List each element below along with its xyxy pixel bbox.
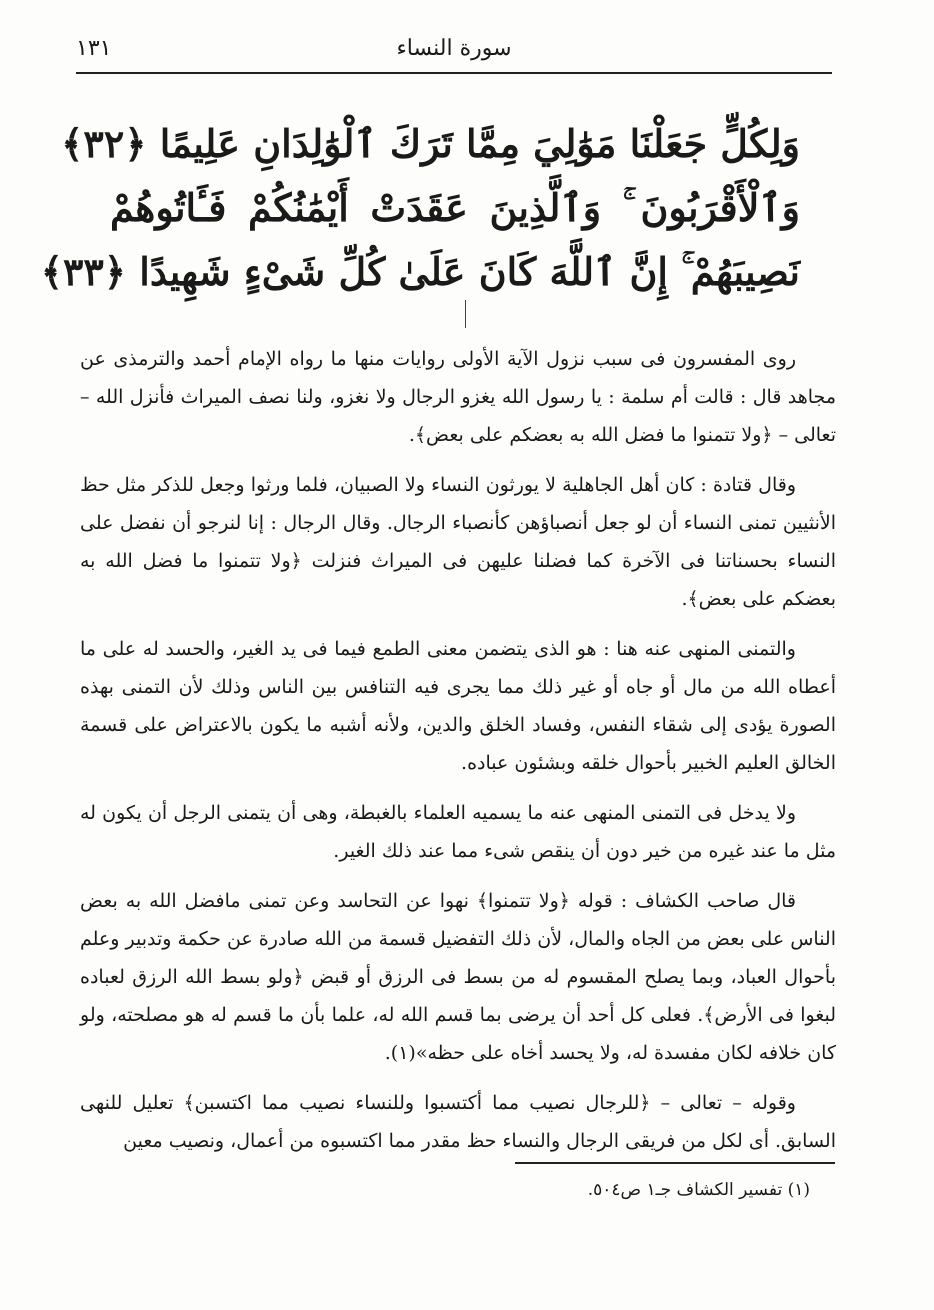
quran-line: وَٱلْأَقْرَبُونَ ۚ وَٱلَّذِينَ عَقَدَتْ أَيْمَٰنُكُمْ فَـَٔاتُوهُمْ <box>110 185 800 230</box>
paragraph: ولا يدخل فى التمنى المنهى عنه ما يسميه العلماء بالغبطة، وهى أن يتمنى الرجل أن يكون له مثل ما عند غيره من خير دون أن ينقص شىء مما عند ذلك الغير. <box>80 802 836 862</box>
quran-line: نَصِيبَهُمْ ۚ إِنَّ ٱللَّهَ كَانَ عَلَىٰ كُلِّ شَىْءٍ شَهِيدًا ﴿٣٣﴾ <box>40 249 800 294</box>
page-number: ١٣١ <box>76 36 112 61</box>
running-title: سورة النساء <box>396 36 512 61</box>
page-header <box>76 30 832 74</box>
verse-separator <box>465 300 466 328</box>
quran-verse-block <box>40 112 800 322</box>
footnote-divider <box>515 1162 835 1164</box>
paragraph: روى المفسرون فى سبب نزول الآية الأولى روايات منها ما رواه الإمام أحمد والترمذى عن مجاهد قال : قالت أم سلمة : يا رسول الله يغزو الرجال ولا نغزو، ولنا نصف الميراث فأنزل الله – تعالى – ﴿ولا تتمنوا ما فضل الله به بعضكم على بعض﴾. <box>80 348 836 446</box>
commentary-body <box>80 340 836 1172</box>
paragraph: وقال قتادة : كان أهل الجاهلية لا يورثون النساء ولا الصبيان، فلما ورثوا وجعل للذكر مثل حظ الأنثيين تمنى النساء أن لو جعل أنصباؤهن كأنصباء الرجال. وقال الرجال : إنا لنرجو أن نفضل على النساء بحسناتنا فى الآخرة كما فضلنا عليهن فى الميراث فنزلت ﴿ولا تتمنوا ما فضل الله به بعضكم على بعض﴾. <box>80 474 836 610</box>
paragraph: قال صاحب الكشاف : قوله ﴿ولا تتمنوا﴾ نهوا عن التحاسد وعن تمنى مافضل الله به بعض الناس على بعض من الجاه والمال، لأن ذلك التفضيل قسمة من الله صادرة عن حكمة وتدبير وعلم بأحوال العباد، وبما يصلح المقسوم له من بسط فى الرزق أو قبض ﴿ولو بسط الله الرزق لعباده لبغوا فى الأرض﴾. فعلى كل أحد أن يرضى بما قسم الله له، علما بأن ما قسم له هو مصلحته، ولو كان خلافه لكان مفسدة له، ولا يحسد أخاه على حظه»(١). <box>80 890 836 1064</box>
paragraph: والتمنى المنهى عنه هنا : هو الذى يتضمن معنى الطمع فيما فى يد الغير، والحسد له على ما أعطاه الله من مال أو جاه أو غير ذلك مما يجرى فيه التنافس بين الناس وذلك لأن التمنى بهذه الصورة يؤدى إلى شقاء النفس، وفساد الخلق والدين، ولأنه أشبه ما يكون بالاعتراض على قسمة الخالق العليم الخبير بأحوال خلقه وبشئون عباده. <box>80 638 836 774</box>
paragraph: وقوله – تعالى – ﴿للرجال نصيب مما أكتسبوا وللنساء نصيب مما اكتسبن﴾ تعليل للنهى السابق. أى لكل من فريقى الرجال والنساء حظ مقدر مما اكتسبوه من أعمال، ونصيب معين <box>80 1092 836 1152</box>
footnote: (١) تفسير الكشاف جـ١ ص٥٠٤. <box>587 1180 810 1200</box>
quran-line: وَلِكُلٍّ جَعَلْنَا مَوَٰلِيَ مِمَّا تَرَكَ ٱلْوَٰلِدَانِ عَلِيمًا ﴿٣٢﴾ <box>61 121 800 166</box>
